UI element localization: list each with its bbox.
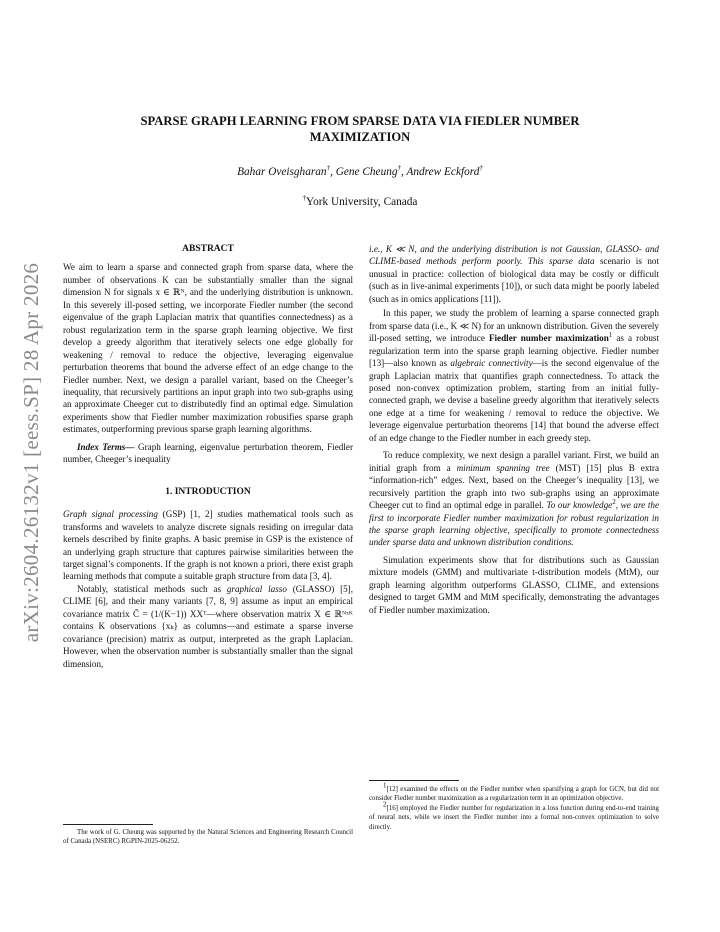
author-list bbox=[95, 166, 625, 178]
index-terms-label: Index Terms— bbox=[77, 441, 135, 452]
footnote-ref: 2 bbox=[612, 498, 616, 507]
emphasis-text: algebraic connectivity bbox=[450, 358, 533, 369]
paragraph-text: To reduce complexity, we next design a parallel variant. First, we build an initial graph from a bbox=[369, 450, 659, 473]
paragraph-text: i.e., K ≪ N, and the underlying distribution is not Gaussian, GLASSO- and CLIME-based methods perform poorly. This bbox=[369, 244, 659, 267]
emphasis-text: sparse data bbox=[549, 256, 595, 267]
footnote-text: [16] employed the Fiedler number for regularization in a loss function during end-to-end training of neural nets, while we insert the Fiedler number into a formal non-convex optimization to solve directly. bbox=[369, 804, 659, 831]
paragraph-text: (GSP) [1, 2] studies mathematical tools such as transforms and wavelets to analyze discrete signals residing on irregular data kernels described by finite graphs. A basic premise in GSP is the existence of an underlying graph structure that captures pairwise similarities between the target signal’s components. If the graph is not known a priori, there exist graph learning methods that compute a suitable graph structure from data [3, 4]. bbox=[63, 509, 354, 582]
paper-title bbox=[95, 114, 625, 145]
paragraph-text: (GLASSO) [5], CLIME [6], and their many variants [7, 8, 9] assume as input an empirical covariance matrix C̄ = (1/(K−1)) XXᵀ—where observation matrix X ∈ ℝᴺˣᴷ contains K observations {xₖ} as columns—and estimate a sparse inverse covariance (precision) matrix as output, interpreted as the graph Laplacian. However, when the observation number is substantially smaller than the signal dimension, bbox=[63, 583, 353, 669]
affiliation-mark: † bbox=[479, 164, 483, 173]
affiliation-text: York University, Canada bbox=[306, 196, 418, 208]
author-3: Andrew Eckford bbox=[406, 166, 480, 178]
bold-term: Fiedler number maximization bbox=[488, 333, 609, 344]
left-column bbox=[63, 243, 353, 670]
abstract-text: We aim to learn a sparse and connected graph from sparse data, where the number of observations K can be substantially smaller than the signal dimension N for signals x ∈ ℝᴺ, and the underlying distribution is unknown. In this severely ill-posed setting, we incorporate Fiedler number (the second eigenvalue of the graph Laplacian matrix that quantifies connectedness) as a robust regularization term in the sparse graph learning objective. We first develop a greedy algorithm that iteratively selects one edge globally for weakening / removal to reduce the objective, leveraging eigenvalue perturbation theorems that bound the adverse effect of an edge change to the Fiedler number. Next, we design a parallel variant, based on the Cheeger’s inequality, that recursively partitions an input graph into two sub-graphs using an approximate Cheeger cut to distributedly find an optimal edge. Simulation experiments show that Fiedler number maximization robusifies sparse graph estimates, outperforming previous sparse graph learning algorithms. bbox=[63, 262, 353, 435]
paragraph-text: —is the second eigenvalue of the graph Laplacian matrix that quantifies graph connectedness. To attack the posed non-convex optimization problem, starting from an initial fully-connected graph, we devise a baseline greedy algorithm that iteratively selects one edge at a time for weakening / removal to reduce the objective. We leverage eigenvalue perturbation theorems [14] that bound the adverse effect of an edge change to the Fiedler number in each greedy step. bbox=[369, 358, 660, 443]
footnote-ref: 1 bbox=[608, 331, 613, 340]
author-2: Gene Cheung bbox=[335, 166, 398, 178]
footnote-mark: 1 bbox=[383, 781, 387, 790]
intro-paragraph-4 bbox=[369, 449, 659, 549]
affiliation-mark: † bbox=[302, 194, 307, 203]
footnotes bbox=[369, 781, 659, 832]
index-terms bbox=[63, 441, 353, 466]
footnote-1 bbox=[369, 781, 659, 804]
paragraph-text: In this paper, we study the problem of learning a sparse connected graph from sparse data (i.e., K ≪ N) for an unknown distribution. Given the severely ill-posed setting, we introduce bbox=[369, 308, 659, 344]
abstract-heading: ABSTRACT bbox=[182, 244, 234, 254]
paragraph-text: (MST) [15] plus B extra “information-rich” edges. Next, based on the Cheeger’s inequality [13], we recursively partition the graph into two sub-graphs using an approximate Cheeger cut to find an optimal edge in parallel. bbox=[369, 462, 659, 511]
affiliation-mark: † bbox=[326, 164, 331, 173]
footnote-rule bbox=[63, 824, 153, 825]
author-separator: , bbox=[401, 166, 407, 178]
paragraph-text: Notably, statistical methods such as bbox=[77, 583, 227, 594]
funding-footnote bbox=[63, 828, 353, 847]
emphasis-text: Graph signal processing bbox=[63, 509, 158, 520]
affiliation bbox=[95, 196, 625, 208]
title-line-2: MAXIMIZATION bbox=[309, 129, 411, 144]
author-separator: , bbox=[330, 166, 336, 178]
intro-paragraph-1 bbox=[63, 508, 353, 583]
right-column bbox=[369, 243, 659, 616]
emphasis-text: graphical lasso bbox=[226, 583, 287, 594]
intro-paragraph-5: Simulation experiments show that for distributions such as Gaussian mixture models (GMM) and multivariate t-distribution models (MtM), our graph learning algorithm outperforms GLASSO, CLIME, and extensions designed to target GMM and MtM specifically, demonstrating the advantages of Fiedler number maximization. bbox=[369, 554, 659, 615]
intro-paragraph-2-continued bbox=[369, 243, 659, 305]
index-terms-text: Graph learning, eigenvalue perturbation theorem, Fiedler number, Cheeger’s inequality bbox=[63, 441, 353, 465]
emphasis-text: To our knowledge bbox=[546, 500, 613, 511]
funding-text: The work of G. Cheung was supported by the Natural Sciences and Engineering Research Council of Canada (NSERC) RGPIN-2025-06252. bbox=[63, 829, 353, 846]
intro-paragraph-2 bbox=[63, 583, 353, 670]
introduction-heading: 1. INTRODUCTION bbox=[165, 486, 251, 497]
intro-paragraph-3 bbox=[369, 307, 659, 444]
arxiv-identifier: arXiv:2604.26132v1 [eess.SP] 28 Apr 2026 bbox=[19, 262, 44, 643]
emphasis-text: minimum spanning tree bbox=[456, 462, 550, 473]
title-line-1: SPARSE GRAPH LEARNING FROM SPARSE DATA VIA FIEDLER NUMBER bbox=[140, 114, 580, 128]
footnote-text: [12] examined the effects on the Fiedler number when sparsifying a graph for GCN, but did not consider Fiedler number maximization as a regularization term in an optimization objective. bbox=[369, 786, 659, 803]
affiliation-mark: † bbox=[397, 164, 402, 173]
footnote-mark: 2 bbox=[383, 800, 387, 809]
author-1: Bahar Oveisgharan bbox=[237, 166, 327, 178]
arxiv-stamp bbox=[10, 255, 54, 650]
paragraph-text: as a robust regularization term into the sparse graph learning objective. Fiedler number [13]—also known as bbox=[369, 333, 659, 369]
emphasis-text: , we are the first to incorporate Fiedler number maximization for robust regularization in the sparse graph learning objective, specifically to promote connectedness under sparse data and unknown distribution conditions. bbox=[369, 500, 659, 548]
footnote-2 bbox=[369, 800, 659, 832]
paragraph-text: scenario is not unusual in practice: collection of biological data may be costly or difficult (such as in live-animal experiments [10]), or such data might be poorly labeled (such as in omics applications [11]). bbox=[369, 256, 659, 304]
